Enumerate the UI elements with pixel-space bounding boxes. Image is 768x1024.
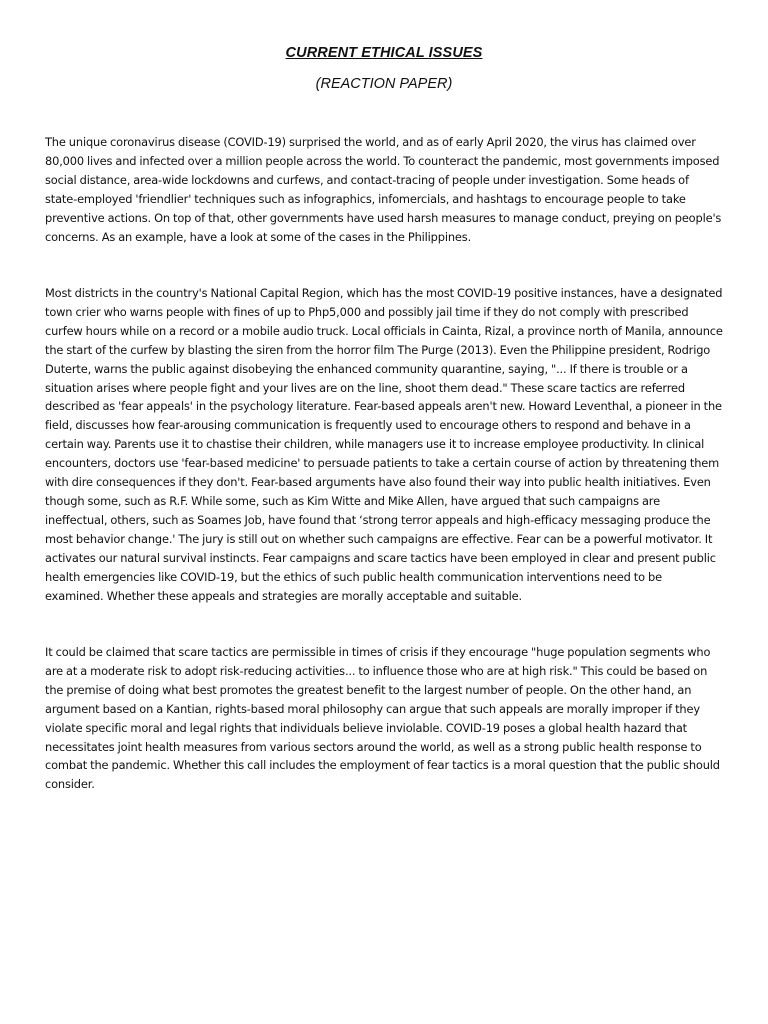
paragraph-ethical-argument: It could be claimed that scare tactics are permissible in times of crisis if they encourage "huge population segments who are at a moderate risk to adopt risk-reducing activities... to influence those who are at high risk." This could be based on the premise of doing what best promotes the greatest benefit to the largest number of people. On the other hand, an argument based on a Kantian, rights-based moral philosophy can argue that such appeals are morally improper if they violate specific moral and legal rights that individuals believe inviolable. COVID-19 poses a global health hazard that necessitates joint health measures from various sectors around the world, as well as a strong public health response to combat the pandemic. Whether this call includes the employment of fear tactics is a moral question that the public should consider. — [45, 645, 720, 792]
paragraph-fear-appeals: Most districts in the country's National Capital Region, which has the most COVID-19 positive instances, have a designated town crier who warns people with fines of up to Php5,000 and possibly jail time if they do not comply with prescribed curfew hours while on a record or a mobile audio truck. Local officials in Cainta, Rizal, a province north of Manila, announce the start of the curfew by blasting the siren from the horror film The Purge (2013). Even the Philippine president, Rodrigo Duterte, warns the public against disobeying the enhanced community quarantine, saying, "... If there is trouble or a situation arises where people fight and your lives are on the line, shoot them dead." These scare tactics are referred described as 'fear appeals' in the psychology literature. Fear-based appeals aren't new. Howard Leventhal, a pioneer in the field, discusses how fear-arousing communication is frequently used to encourage others to respond and behave in a certain way. Parents use it to chastise their children, while managers use it to increase employee productivity. In clinical encounters, doctors use 'fear-based medicine' to persuade patients to take a certain course of action by threatening them with dire consequences if they don't. Fear-based arguments have also found their way into public health initiatives. Even though some, such as R.F. While some, such as Kim Witte and Mike Allen, have argued that such campaigns are ineffectual, others, such as Soames Job, have found that ‘strong terror appeals and high-efficacy messaging produce the most behavior change.' The jury is still out on whether such campaigns are effective. Fear can be a powerful motivator. It activates our natural survival instincts. Fear campaigns and scare tactics have been employed in clear and present public health emergencies like COVID-19, but the ethics of such public health communication interventions need to be examined. Whether these appeals and strategies are morally acceptable and suitable. — [45, 286, 723, 603]
document-title: CURRENT ETHICAL ISSUES — [285, 45, 483, 61]
document-subtitle: (REACTION PAPER) — [315, 76, 453, 92]
paragraph-introduction: The unique coronavirus disease (COVID-19) surprised the world, and as of early April 2020, the virus has claimed over 80,000 lives and infected over a million people across the world. To counteract the pandemic, most governments imposed social distance, area-wide lockdowns and curfews, and contact-tracing of people under investigation. Some heads of state-employed 'friendlier' techniques such as infographics, infomercials, and hashtags to encourage people to take preventive actions. On top of that, other governments have used harsh measures to manage conduct, preying on people's concerns. As an example, have a look at some of the cases in the Philippines. — [45, 135, 722, 244]
